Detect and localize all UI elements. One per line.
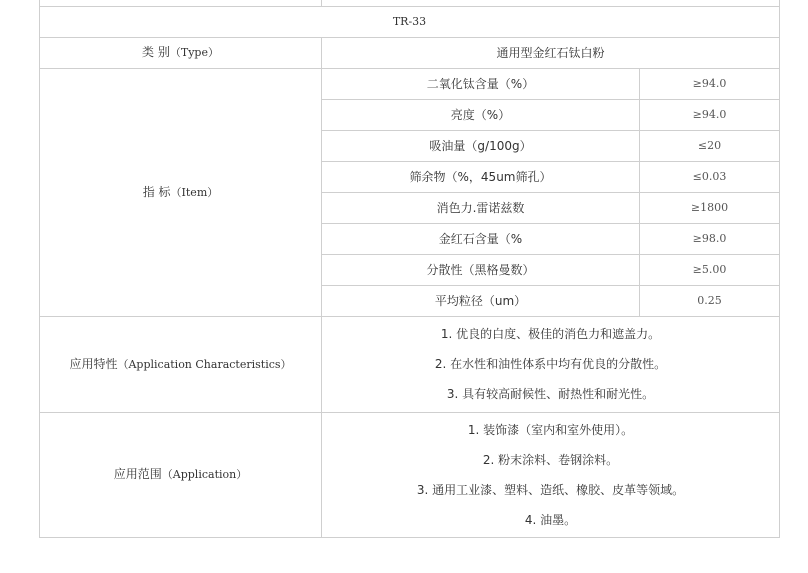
application-label-cn: 应用范围	[113, 467, 162, 481]
item-value: ≤20	[640, 130, 780, 161]
item-name: 筛余物（%，45um筛孔）	[322, 161, 640, 192]
item-value: ≥1800	[640, 192, 780, 223]
characteristics-label-cn: 应用特性	[69, 356, 118, 371]
type-value: 通用型金红石钛白粉	[322, 37, 780, 68]
product-code: TR-33	[40, 6, 780, 37]
characteristics-row	[40, 316, 780, 412]
spec-table	[39, 0, 780, 538]
list-item: 3. 具有较高耐候性、耐热性和耐光性。	[446, 387, 655, 401]
item-name: 亮度（%）	[322, 99, 640, 130]
item-label-en: （Item）	[170, 185, 219, 199]
product-row	[40, 6, 780, 37]
table-row	[40, 68, 780, 99]
item-label	[40, 68, 322, 316]
item-value: ≥98.0	[640, 223, 780, 254]
application-row	[40, 412, 780, 537]
item-name: 平均粒径（um）	[322, 285, 640, 316]
item-name: 消色力.雷诺兹数	[322, 192, 640, 223]
application-list	[322, 415, 779, 535]
characteristics-cell	[322, 316, 780, 412]
application-label-en: （Application）	[161, 468, 248, 481]
item-value: ≥94.0	[640, 99, 780, 130]
item-value: ≥5.00	[640, 254, 780, 285]
item-name: 吸油量（g/100g）	[322, 130, 640, 161]
list-item: 1. 优良的白度、极佳的消色力和遮盖力。	[440, 327, 661, 341]
item-name: 金红石含量（%	[322, 223, 640, 254]
type-label-en: （Type）	[169, 46, 219, 59]
characteristics-label	[40, 316, 322, 412]
characteristics-label-en: （Application Characteristics）	[117, 357, 292, 371]
list-item: 2. 在水性和油性体系中均有优良的分散性。	[434, 357, 667, 371]
application-label	[40, 412, 322, 537]
application-cell	[322, 412, 780, 537]
item-label-cn: 指 标	[142, 184, 171, 199]
list-item: 4. 油墨。	[524, 512, 577, 527]
type-label	[40, 37, 322, 68]
item-value: ≤0.03	[640, 161, 780, 192]
list-item: 3. 通用工业漆、塑料、造纸、橡胶、皮革等领域。	[416, 482, 685, 497]
item-name: 二氧化钛含量（%）	[322, 68, 640, 99]
item-value: 0.25	[640, 285, 780, 316]
item-value: ≥94.0	[640, 68, 780, 99]
type-label-cn: 类 别	[142, 45, 170, 59]
type-row	[40, 37, 780, 68]
list-item: 2. 粉末涂料、卷钢涂料。	[482, 452, 619, 467]
list-item: 1. 装饰漆（室内和室外使用）。	[467, 422, 634, 437]
characteristics-list	[322, 319, 779, 409]
item-name: 分散性（黑格曼数）	[322, 254, 640, 285]
